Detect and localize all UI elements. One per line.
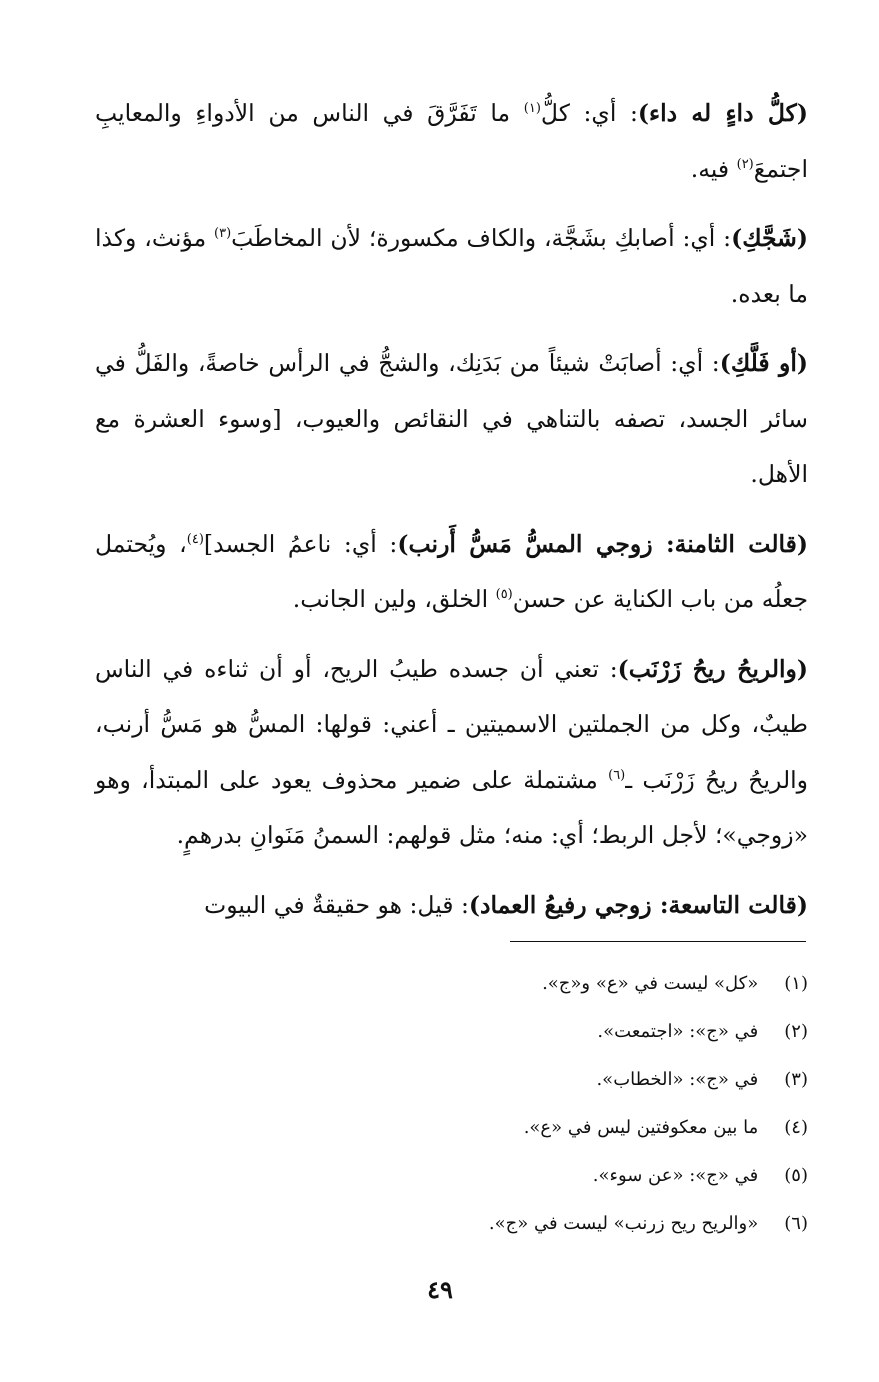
- text-run: : أي: أصابَتْ شيئاً من بَدَنِك، والشجُّ في الرأس خاصةً، والفَلُّ في سائر الجسد، تصفه بالتناهي في النقائص والعيوب، [وسوء العشرة مع الأهل.: [95, 349, 808, 488]
- footnotes: [95, 960, 808, 1248]
- paragraph: [95, 336, 808, 503]
- paragraph: [95, 86, 808, 197]
- paragraph: [95, 878, 808, 934]
- footnote-number: (٢): [784, 1021, 808, 1042]
- footnote: [95, 1008, 808, 1056]
- lemma: (أو فَلَّكِ): [719, 349, 808, 377]
- footnote-ref: (٢): [736, 156, 754, 172]
- lemma: (قالت الثامنة: زوجي المسُّ مَسُّ أَرنب): [397, 529, 808, 558]
- footnote-ref: (١): [523, 101, 541, 117]
- footnote-ref: (٥): [495, 587, 513, 603]
- lemma: (والريحُ ريحُ زَرْنَب): [617, 654, 808, 683]
- footnote-text: في «ج»: «عن سوء».: [592, 1165, 759, 1186]
- footnote-text: في «ج»: «اجتمعت».: [597, 1021, 759, 1042]
- paragraph: [95, 642, 808, 864]
- footnote-number: (٥): [784, 1165, 808, 1186]
- footnote-text: «كل» ليست في «ع» و«ج».: [542, 973, 759, 994]
- text-run: ، ويُحتمل جعلُه من باب الكناية عن حسن: [95, 529, 808, 613]
- footnote-text: ما بين معكوفتين ليس في «ع».: [523, 1117, 759, 1138]
- text-run: ما تَفَرَّقَ في الناس من الأدواءِ والمعايبِ اجتمعَ: [95, 99, 808, 183]
- main-text: [95, 86, 808, 947]
- text-run: الخلق، ولين الجانب.: [292, 585, 496, 613]
- footnote-text: في «ج»: «الخطاب».: [596, 1069, 759, 1090]
- lemma: (كلُّ داءٍ له داء): [637, 99, 808, 127]
- footnote: [95, 960, 808, 1008]
- footnote-number: (٦): [784, 1213, 808, 1234]
- footnote: [95, 1152, 808, 1200]
- text-run: : أي: أصابكِ بشَجَّة، والكاف مكسورة؛ لأن المخاطَبَ: [231, 224, 732, 252]
- text-run: : أي: كلُّ: [540, 99, 638, 127]
- text-run: : قيل: هو حقيقةٌ في البيوت: [204, 890, 469, 919]
- text-run: فيه.: [690, 154, 737, 183]
- footnote-ref: (٤): [186, 531, 204, 547]
- footnote: [95, 1200, 808, 1248]
- paragraph: [95, 517, 808, 628]
- footnote-number: (٤): [784, 1117, 808, 1138]
- footnote-ref: (٣): [214, 226, 232, 242]
- page-number: ٤٩: [427, 1275, 453, 1304]
- text-run: : تعني أن جسده طيبُ الريح، أو أن ثناءه في الناس طيبٌ، وكل من الجملتين الاسميتين ـ أعني: قولها: المسُّ هو مَسُّ أرنب، والريحُ ريحُ زَرْنَب ـ: [95, 654, 808, 794]
- text-run: مشتملة على ضمير محذوف يعود على المبتدأ، وهو «زوجي»؛ لأجل الربط؛ أي: منه؛ مثل قولهم: السمنُ مَنَوانِ بدرهمٍ.: [95, 765, 808, 849]
- footnote-number: (١): [784, 973, 808, 994]
- footnote: [95, 1056, 808, 1104]
- lemma: (شَجَّكِ): [731, 224, 808, 252]
- footnote-text: «والريح ريح زرنب» ليست في «ج».: [488, 1213, 759, 1234]
- paragraph: [95, 211, 808, 322]
- footnote: [95, 1104, 808, 1152]
- lemma: (قالت التاسعة: زوجي رفيعُ العماد): [468, 890, 808, 919]
- text-run: : أي: ناعمُ الجسد]: [203, 529, 398, 558]
- footnote-divider: [510, 941, 806, 942]
- footnote-number: (٣): [784, 1069, 808, 1090]
- text-run: مؤنث، وكذا ما بعده.: [95, 224, 808, 308]
- footnote-ref: (٦): [608, 767, 626, 783]
